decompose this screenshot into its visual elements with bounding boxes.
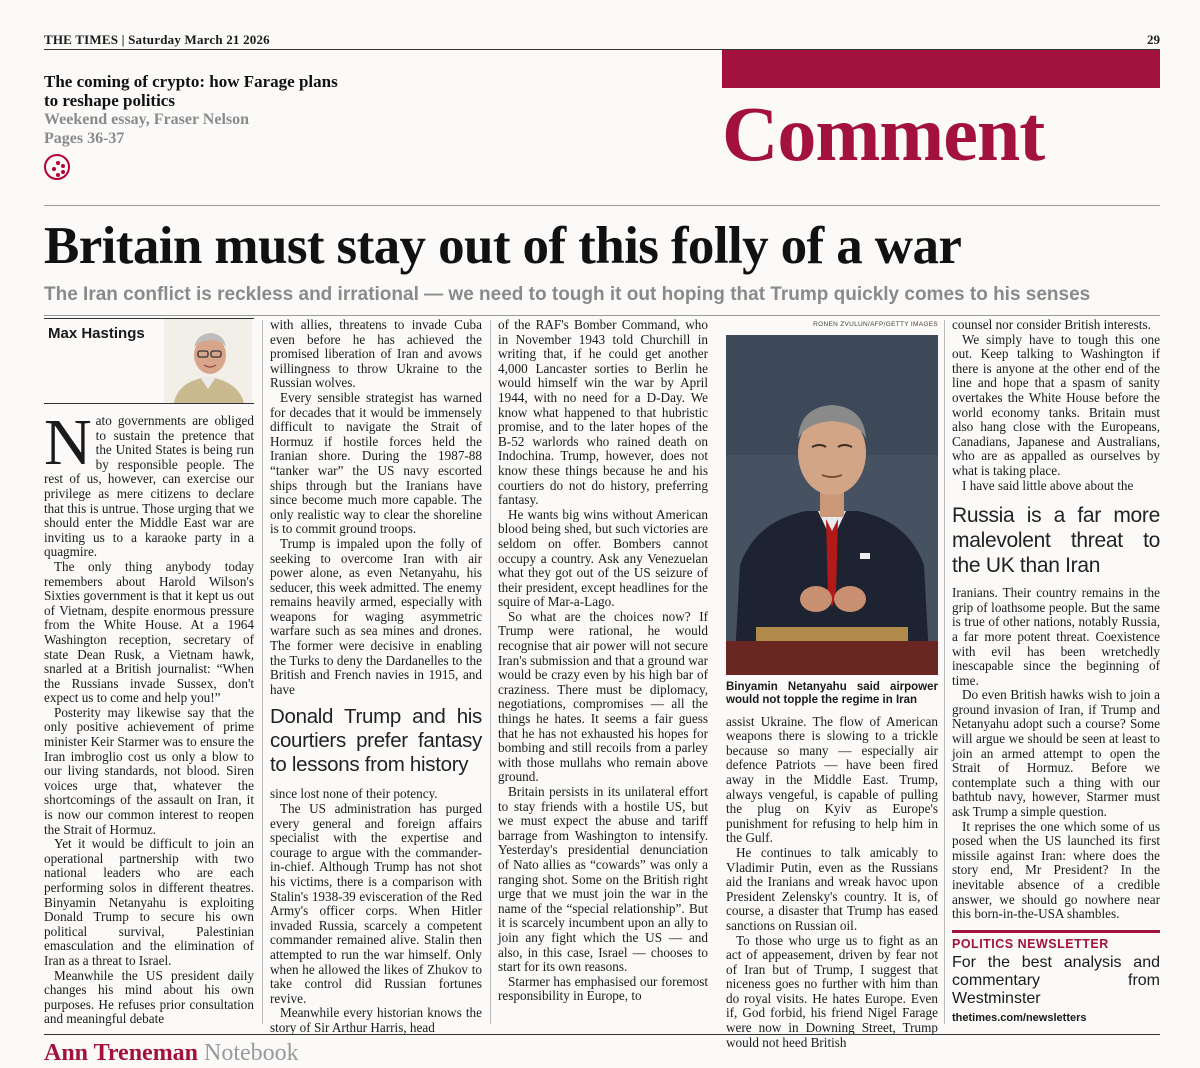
divider — [44, 205, 1160, 206]
article-standfirst: The Iran conflict is reckless and irrational — we need to tough it out hoping that Trump quickly comes to his senses — [44, 284, 1091, 305]
netanyahu-photo — [726, 335, 938, 675]
section-bar — [722, 50, 1160, 88]
photo-caption: Binyamin Netanyahu said airpower would not topple the regime in Iran — [726, 680, 938, 706]
article-column-2: with allies, threatens to invade Cuba even before he has achieved the promised liberation of Iran and avows willingness to throw Ukraine to the Russian wolves. Every sensible strategist has warned for decades that it would be immensely difficult to navigate the Strait of Hormuz if hostile forces held the Iranian shore. During the 1987-88 “tanker war” the US navy escorted ships through but the Iranians have since become much more capable. The only realistic way to clear the shoreline is to commit ground troops. Trump is impaled upon the folly of seeking to overcome Iran with air power alone, as even Netanyahu, his seducer, this week admitted. The enemy remains heavily armed, especially with weapons for waging asymmetric warfare such as sea mines and drones. The former were decisive in enabling the Turks to deny the Dardanelles to the British and French navies in 1915, and have Donald Trump and his courtiers prefer fantasy to lessons from history since lost none of their potency. The US administration has purged every general and foreign affairs specialist with the expertise and courage to argue with the commander-in-chief. Although Trump has not shot his victims, there is a comparison with Stalin's 1938-39 evisceration of the Red Army's officer corps. When Hitler invaded Russia, scarcely a competent commander remained alive. Stalin then attempted to run the war himself. Only when he allowed the likes of Zhukov to take control did Russian fortunes revive. Meanwhile every historian knows the story of Sir Arthur Harris, head — [270, 317, 482, 1035]
next-article-teaser — [44, 1040, 299, 1067]
next-author: Ann Treneman — [44, 1040, 199, 1066]
article-column-3: of the RAF's Bomber Command, who in November 1943 told Churchill in writing that, if he could get another 4,000 Lancaster sorties to Berlin he would himself win the war by April 1944, with no need for a D-Day. We know what happened to that hubristic promise, and to the later hopes of the B-52 warlords who rained death on Indochina. Trump, however, does not know these things because he and his courtiers do not do history, preferring fantasy. He wants big wins without American blood being shed, but such victories are seldom on offer. Bombers cannot occupy a country. Ask any Venezuelan what they got out of the US seizure of their president, except headlines for the squire of Mar-a-Lago. So what are the choices now? If Trump were rational, he would recognise that air power will not secure Iran's submission and that a ground war would be crazy even by his high bar of craziness. There must be diplomacy, negotiations, compromises — all the things he hates. It seems a fair guess that he has not exhausted his hopes for bombing and still recoils from a parley with those mullahs who remain above ground. Britain persists in its unilateral effort to stay friends with a hostile US, but we must expect the abuse and tariff barrage from Washington to intensify. Yesterday's presidential denunciation of Nato allies as “cowards” was only a ranging shot. Some on the British right urge that we must join the war in the name of the “special relationship”. But it is scarcely incumbent upon an ally to join any fight which the US — and also, in this case, Israel — chooses to start for its own reasons. Starmer has emphasised our foremost responsibility in Europe, to — [498, 317, 708, 1004]
section-title: Comment — [722, 90, 1045, 177]
author-avatar — [164, 319, 252, 403]
article-column-5: counsel nor consider British interests. We simply have to tough this one out. Keep talking to Washington if there is anyone at the other end of the line and hope that a spasm of sanity overtakes the White House before the world economy tanks. Britain must also hang close with the Europeans, Canadians, Japanese and Australians, who are as appalled as ourselves by what is taking place. I have said little above about the Russia is a far more malevolent threat to the UK than Iran Iranians. Their country remains in the grip of loathsome people. But the same is true of other nations, notably Russia, a far more potent threat. Coexistence with evil has been wretchedly inescapable since the beginning of time. Do even British hawks wish to join a ground invasion of Iran, if Trump and Netanyahu adopt such a course? Some will argue we should be seen at least to join an armed attempt to open the Strait of Hormuz. Before we contemplate such a thing with our bathtub navy, however, Starmer must ask Trump a simple question. It reprises the one which some of us posed when the US launched its first missile against Iran: where does the story end, Mr President? In the inevitable absence of a credible answer, we should go nowhere near this born-in-the-USA shambles. POLITICS NEWSLETTER For the best analysis and commentary from Westminster thetimes.com/newsletters — [952, 317, 1160, 1025]
promo-pages: Pages 36-37 — [44, 130, 125, 147]
article-column-1: Max Hastings Nato governments are obliged to sustain the pretence that the United States is being run by responsible people. The rest of us, however, can exercise our privilege as mere citizens to declare that this is untrue. Those urging that we should enter the Middle East war are inviting us to a karaoke party in a quagmire. The only thing anybody today remembers about Harold Wilson's Sixties government is that it kept us out of Vietnam, despite enormous pressure from the White House. At a 1964 Washington reception, secretary of state Dean Rusk, a Vietnam hawk, snarled at a British journalist: “When the Russians invade Sussex, don't expect us to come and help you!” Posterity may likewise say that the only positive achievement of prime minister Keir Starmer was to ensure the Iran imbroglio cost us only a blow to our living standards, not blood. Siren voices urge that, whatever the shortcomings of the assault on Iran, it is now our common interest to reopen the Strait of Hormuz. Yet it would be difficult to join an operational partnership with two national leaders who are each performing solos in different theatres. Binyamin Netanyahu is exploiting Donald Trump to secure his own political survival, Palestinian emasculation and the elimination of Iran as a threat to Israel. Meanwhile the US president daily changes his mind about his own purposes. He refuses prior consultation and meaningful debate — [44, 318, 254, 1027]
pull-quote: Russia is a far more malevolent threat to the UK than Iran — [952, 504, 1160, 578]
next-section: Notebook — [204, 1040, 299, 1066]
column-rule — [490, 320, 491, 1024]
newsletter-link[interactable]: thetimes.com/newsletters — [952, 1012, 1087, 1025]
promo-box[interactable] — [44, 72, 344, 180]
drop-cap: N — [44, 406, 92, 479]
article-column-4: RONEN ZVULUN/AFP/GETTY IMAGES Binyamin Netanyahu said airpower would not topple the regime in Iran assist Ukraine. The flow of American weapons there is slowing to a trickle because so many — especially air defence Patriots — have been fired away in the Middle East. Trump, always vengeful, is capable of pulling the plug on Kyiv as Europe's punishment for refusing to help him in the Gulf. He continues to talk amicably to Vladimir Putin, even as the Russians aid the Iranians and wreak havoc upon President Zelensky's country. It is, of course, a disaster that Trump has eased sanctions on Russian oil. To those who urge us to fight as an act of appeasement, driven by fear not of Iran but of Trump, I suggest that niceness goes no further with him than do royal visits. He hates Europe. Even if, God forbid, his friend Nigel Farage were now in Downing Street, Trump would not heed British — [726, 318, 938, 1050]
promo-headline[interactable]: The coming of crypto: how Farage plans to reshape politics — [44, 72, 338, 110]
author-name: Max Hastings — [48, 325, 145, 342]
page-number: 29 — [1147, 32, 1160, 47]
photo-illustration — [726, 335, 938, 675]
article-headline: Britain must stay out of this folly of a war — [44, 217, 962, 275]
column-rule — [944, 320, 945, 1024]
divider — [44, 1034, 1160, 1035]
newsletter-promo[interactable] — [952, 930, 1160, 1026]
newsletter-body: For the best analysis and commentary from Westminster — [952, 954, 1160, 1008]
masthead: THE TIMES | Saturday March 21 2026 — [44, 32, 270, 47]
top-bar — [44, 28, 1160, 50]
divider — [44, 315, 1160, 316]
times-plus-icon — [44, 154, 70, 180]
column-rule — [262, 320, 263, 1024]
byline — [44, 318, 254, 404]
promo-kicker: Weekend essay, Fraser Nelson — [44, 111, 250, 128]
newsletter-title: POLITICS NEWSLETTER — [952, 936, 1109, 951]
pull-quote: Donald Trump and his courtiers prefer fantasy to lessons from history — [270, 705, 482, 777]
photo-credit: RONEN ZVULUN/AFP/GETTY IMAGES — [813, 321, 938, 328]
